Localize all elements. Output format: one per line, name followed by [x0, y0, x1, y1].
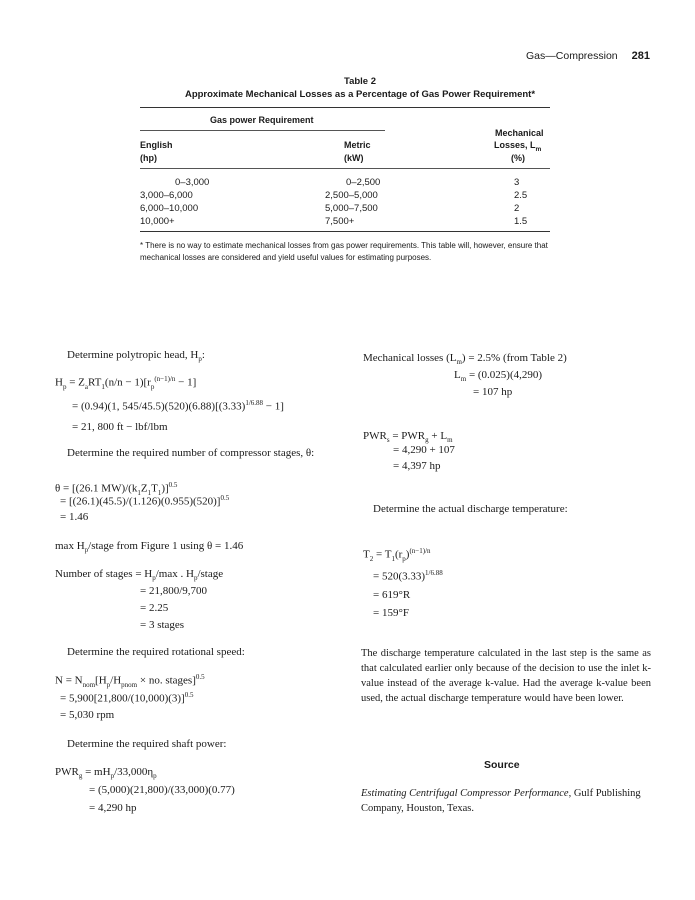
- eq-speed-substitution: = $5,900[21,800/(10,000)(3)]^{0.5}$: [60, 691, 194, 705]
- table-cell: 1.5: [514, 216, 528, 227]
- col3-unit: (%): [511, 153, 525, 163]
- eq-number-of-stages: Number of stages = $H_p/\max$ . $H_p$/stage: [55, 568, 224, 583]
- running-head-title: Gas—Compression: [526, 50, 618, 62]
- source-publisher: Gulf Publishing Company, Houston, Texas.: [361, 788, 641, 814]
- col3-header: [494, 140, 541, 153]
- col1-header: English: [140, 140, 173, 150]
- eq-stages-line: = 21,800/9,700: [140, 585, 208, 597]
- eq-pwrs-definition: $PWR_s = PWR_g + L_m$: [363, 430, 453, 445]
- table-cell: 2,500–5,000: [325, 190, 378, 201]
- table-cell: 10,000+: [140, 216, 175, 227]
- eq-stages-line: = 2.25: [140, 602, 169, 614]
- step-polytropic-head-sub: p: [198, 355, 202, 364]
- eq-t2-line: = 619°R: [373, 589, 411, 601]
- mech-text: Mechanical losses (L: [363, 352, 457, 364]
- eq-power-result: = 4,290 hp: [89, 802, 137, 814]
- eq-speed-result: = 5,030 rpm: [60, 709, 115, 721]
- table-title: Table 2: [343, 76, 377, 87]
- eq-power-substitution: = (5,000)(21,800)/(33,000)(0.77): [89, 784, 235, 796]
- stages-label: Number of stages: [55, 568, 133, 580]
- table-cell: 7,500+: [325, 216, 355, 227]
- step-shaft-power: Determine the required shaft power:: [67, 738, 227, 750]
- eq-pwrs-line: = 4,290 + 107: [393, 444, 455, 456]
- table-footnote: * There is no way to estimate mechanical losses from gas power requirements. This table will, however, ensure that mechanical losses are considered and yield useful values for estimating purposes.: [140, 241, 548, 262]
- table-group-header: Gas power Requirement: [210, 115, 314, 125]
- col2-header: Metric: [344, 140, 371, 150]
- table-bottom-rule: [140, 231, 550, 232]
- eq-lm-definition: $L_m = (0.025)(4,290)$: [454, 369, 543, 384]
- table-cell: 3: [514, 177, 520, 188]
- table-cell: 3,000–6,000: [140, 190, 193, 201]
- step-polytropic-head: Determine polytropic head, $H_p$:: [67, 349, 205, 364]
- source-heading: Source: [484, 759, 520, 771]
- eq-hp-result: = 21, 800 ft − lbf/lbm: [72, 421, 168, 433]
- eq-t2-line: = 159°F: [373, 607, 409, 619]
- table-header-rule: [140, 168, 550, 169]
- col3-header-text: Losses, L: [494, 140, 536, 150]
- eq-lm-result: = 107 hp: [473, 386, 513, 398]
- table-cell: 5,000–7,500: [325, 203, 378, 214]
- eq-pwrs-line: = 4,397 hp: [393, 460, 441, 472]
- col3-line0: Mechanical: [495, 128, 544, 138]
- table-cell: 0–3,000: [175, 177, 210, 188]
- eq-t2-definition: $T_2 = T_1(r_p)^{(n-1)/n}$: [363, 547, 431, 563]
- eq-theta-definition: θ = [(26.1 $MW)/(k_1Z_1T_1)]^{0.5}$: [55, 481, 178, 497]
- col1-unit: (hp): [140, 153, 157, 163]
- table-subtitle: Approximate Mechanical Losses as a Percentage of Gas Power Requirement*: [184, 89, 536, 100]
- col2-unit: (kW): [344, 153, 364, 163]
- eq-speed-definition: $N = N_{nom}[H_p/H_{pnom}$ × no. stages]$^{0.5}$: [55, 673, 205, 689]
- max-head-per-stage: $\max H_p$/stage from Figure 1 using θ = 1.46: [55, 540, 244, 555]
- eq-t2-substitution: = $520(3.33)^{1/6.88}$: [373, 569, 443, 583]
- table-cell: 0–2,500: [346, 177, 381, 188]
- table-cell: 6,000–10,000: [140, 203, 199, 214]
- table-group-rule: [140, 130, 385, 131]
- eq-theta-result: = 1.46: [60, 511, 89, 523]
- source-citation: [361, 786, 651, 816]
- max-head-text: max H: [55, 540, 85, 552]
- step-discharge-temperature: Determine the actual discharge temperature:: [373, 503, 568, 515]
- col3-header-sub: m: [535, 145, 542, 153]
- discussion-paragraph: The discharge temperature calculated in the last step is the same as that calculated earlier only because of the decision to use the inlet k-value instead of the average k-value. Had the average k-value been used, the actual discharge temperature would have been lower.: [361, 648, 651, 704]
- mech-text-tail: ) = 2.5% (from Table 2): [461, 352, 567, 364]
- eq-theta-substitution: = $[(26.1)(45.5)/(1.126)(0.955)(520)]^{0.5}$: [60, 494, 230, 508]
- step-polytropic-head-text: Determine polytropic head, H: [67, 349, 199, 361]
- max-head-text-2: /stage from Figure 1 using θ = 1.46: [88, 540, 244, 552]
- table-top-rule: [140, 107, 550, 108]
- running-head: [526, 50, 650, 62]
- table-cell: 2: [514, 203, 520, 214]
- eq-hp-definition: $H_p = Z_aRT_1(n/n - 1)[r_p^{(n-1)/n} - 1]$: [55, 375, 197, 391]
- eq-power-definition: $PWR_g = mH_p/33,000\eta_p$: [55, 766, 157, 781]
- eq-hp-substitution: = (0.94)(1, $545/45.5)(520)(6.88)[(3.33)^{1/6.88} - 1]$: [72, 399, 284, 413]
- table-cell: 2.5: [514, 190, 528, 201]
- page-number: 281: [631, 50, 650, 62]
- step-compressor-stages: Determine the required number of compressor stages, θ:: [67, 447, 315, 459]
- eq-stages-line: = 3 stages: [140, 619, 185, 631]
- step-rotational-speed: Determine the required rotational speed:: [67, 646, 245, 658]
- eq-lm-value: = (0.025)(4,290): [468, 369, 543, 381]
- source-title: Estimating Centrifugal Compressor Performance,: [361, 788, 572, 799]
- mechanical-losses-line: Mechanical losses $(L_m) = 2.5\%$ (from Table 2): [363, 352, 567, 367]
